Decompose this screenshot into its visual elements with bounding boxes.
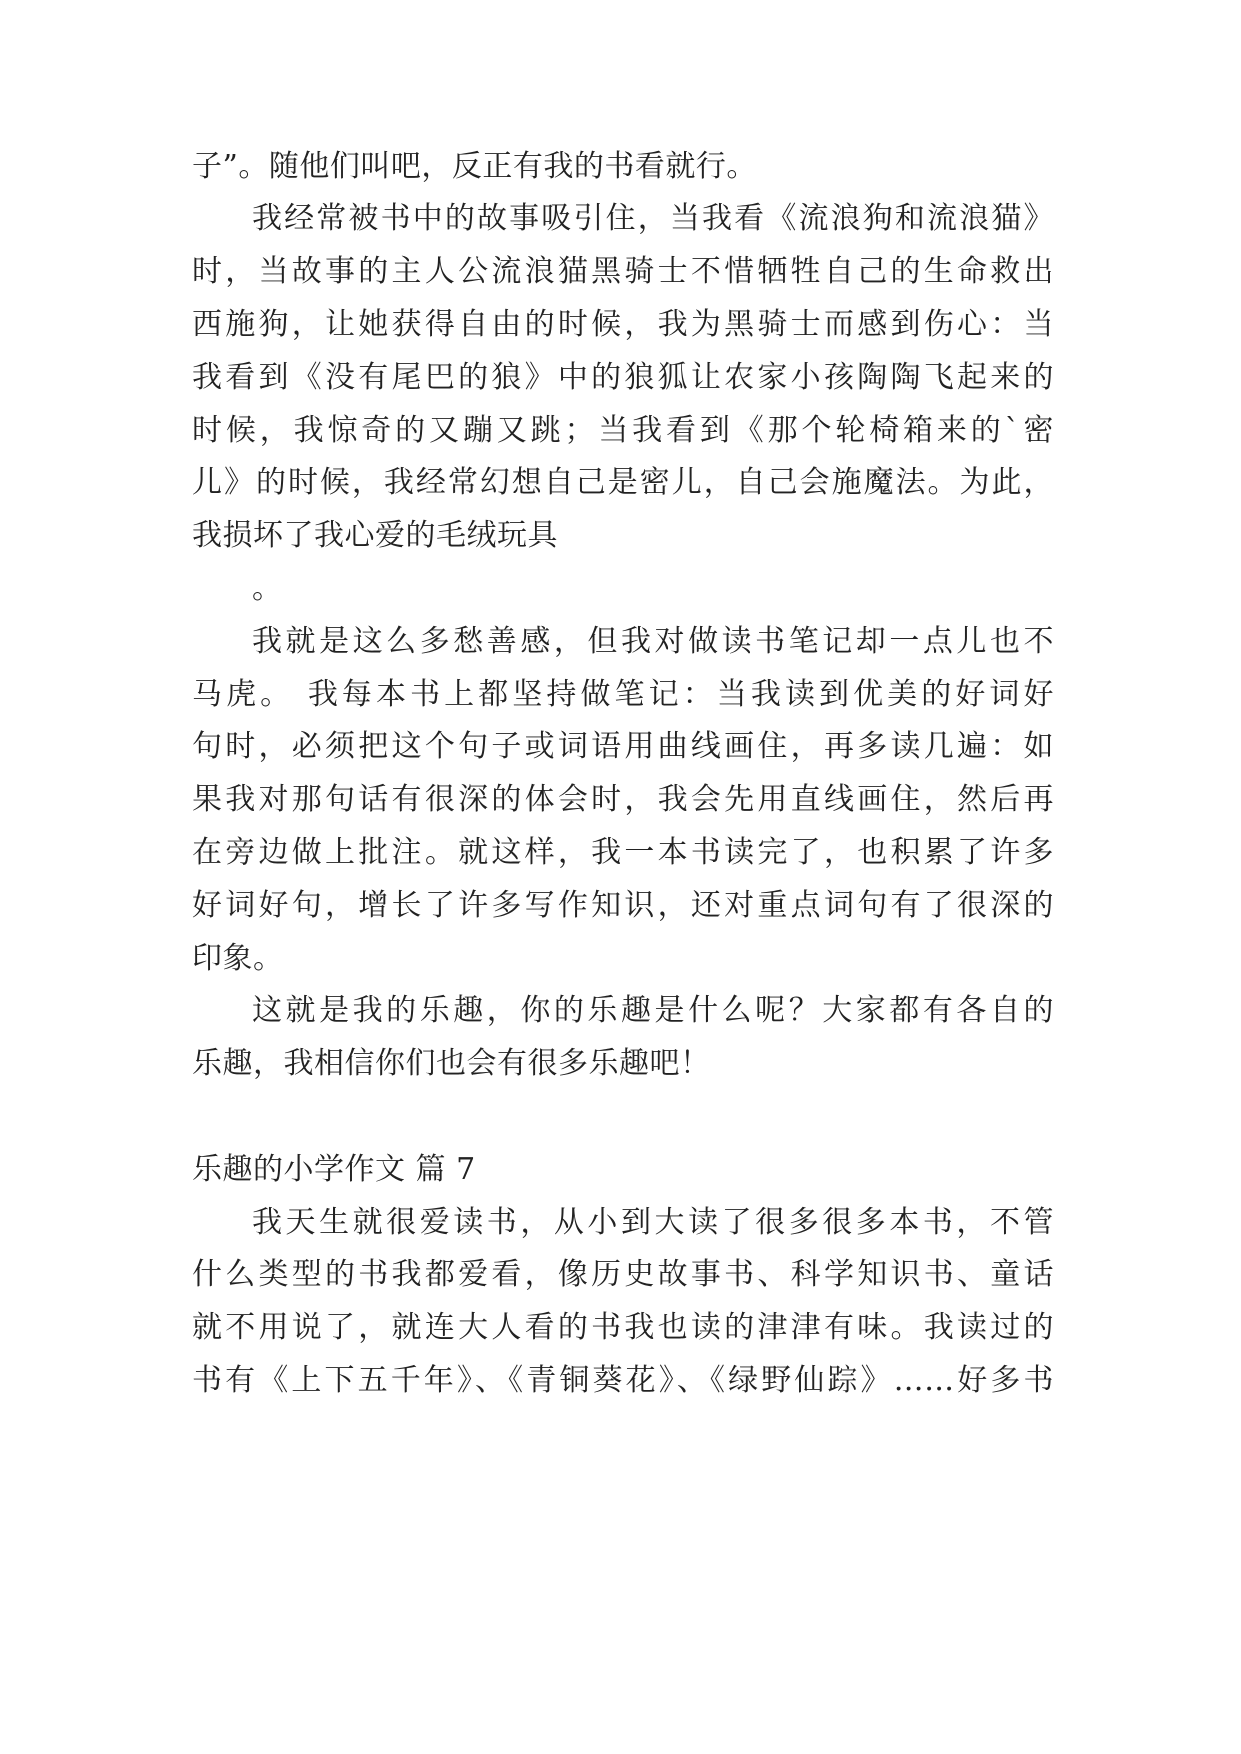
paragraph-first-line: 我天生就很爱读书，从小到大读了很多很多本书，不管: [252, 1205, 1054, 1240]
text-line: 句时，必须把这个句子或词语用曲线画住，再多读几遍：如: [192, 729, 1054, 764]
text-line: 我看到《没有尾巴的狼》中的狼狐让农家小孩陶陶飞起来的: [192, 360, 1054, 395]
paragraph-first-line: 我就是这么多愁善感，但我对做读书笔记却一点儿也不: [252, 624, 1054, 659]
text-line: 马虎。 我每本书上都坚持做笔记：当我读到优美的好词好: [192, 677, 1054, 712]
text-line: 在旁边做上批注。就这样，我一本书读完了，也积累了许多: [192, 835, 1054, 870]
text-line: 书有《上下五千年》、《青铜葵花》、《绿野仙踪》……好多书: [192, 1363, 1054, 1398]
section-heading: 乐趣的小学作文 篇 7: [192, 1152, 476, 1187]
text-line: 什么类型的书我都爱看，像历史故事书、科学知识书、童话: [192, 1257, 1054, 1292]
text-line: 就不用说了，就连大人看的书我也读的津津有味。我读过的: [192, 1310, 1054, 1345]
text-line: 印象。: [192, 941, 284, 976]
text-line: 时候，我惊奇的又蹦又跳；当我看到《那个轮椅箱来的`密: [192, 413, 1054, 448]
text-line: 我损坏了我心爱的毛绒玩具: [192, 518, 558, 553]
text-line: 子”。随他们叫吧，反正有我的书看就行。: [192, 149, 757, 184]
text-line: 时，当故事的主人公流浪猫黑骑士不惜牺牲自己的生命救出: [192, 254, 1054, 289]
text-line: 西施狗，让她获得自由的时候，我为黑骑士而感到伤心：当: [192, 307, 1054, 342]
paragraph-first-line: 这就是我的乐趣，你的乐趣是什么呢？大家都有各自的: [252, 993, 1054, 1028]
text-line: 果我对那句话有很深的体会时，我会先用直线画住，然后再: [192, 782, 1054, 817]
paragraph-first-line: 我经常被书中的故事吸引住，当我看《流浪狗和流浪猫》: [252, 201, 1054, 236]
text-line: 好词好句，增长了许多写作知识，还对重点词句有了很深的: [192, 888, 1054, 923]
text-line: 。: [252, 571, 283, 606]
text-line: 乐趣，我相信你们也会有很多乐趣吧！: [192, 1046, 711, 1081]
text-line: 儿》的时候，我经常幻想自己是密儿，自己会施魔法。为此，: [192, 465, 1054, 500]
